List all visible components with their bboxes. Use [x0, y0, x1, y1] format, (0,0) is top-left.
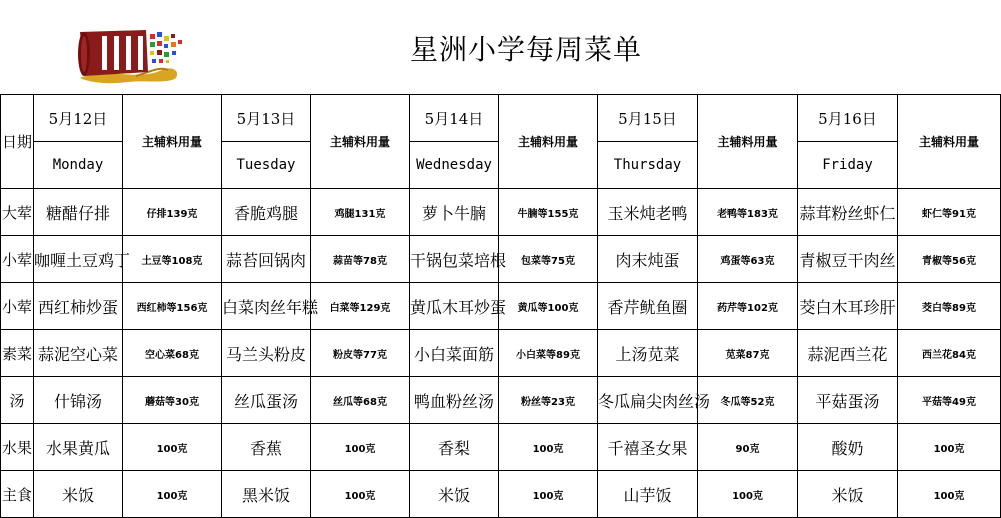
ingredient-quantity: 西红柿等156克: [123, 283, 222, 330]
ingredient-quantity: 仔排139克: [123, 189, 222, 236]
ingredient-quantity: 牛腩等155克: [499, 189, 598, 236]
day-date: 5月14日: [410, 95, 499, 142]
day-date: 5月13日: [222, 95, 311, 142]
dish-name: 香芹鱿鱼圈: [598, 283, 698, 330]
meal-category: 素菜: [1, 330, 34, 377]
ingredient-quantity: 平菇等49克: [898, 377, 1001, 424]
day-weekday: Thursday: [598, 142, 698, 189]
dish-name: 米饭: [34, 471, 123, 518]
dish-name: 什锦汤: [34, 377, 123, 424]
dish-name: 玉米炖老鸭: [598, 189, 698, 236]
ingredient-quantity: 药芹等102克: [698, 283, 798, 330]
dish-name: 千禧圣女果: [598, 424, 698, 471]
ingredient-quantity: 蒜苗等78克: [311, 236, 410, 283]
ingredient-header: 主辅料用量: [123, 95, 222, 189]
dish-name: 肉末炖蛋: [598, 236, 698, 283]
menu-row: [1, 330, 1001, 377]
dish-name: 茭白木耳珍肝: [798, 283, 898, 330]
ingredient-quantity: 100克: [123, 471, 222, 518]
ingredient-quantity: 土豆等108克: [123, 236, 222, 283]
dish-name: 蒜茸粉丝虾仁: [798, 189, 898, 236]
dish-name: 蒜泥西兰花: [798, 330, 898, 377]
ingredient-quantity: 蘑菇等30克: [123, 377, 222, 424]
page-title: 星洲小学每周菜单: [410, 33, 643, 66]
dish-name: 酸奶: [798, 424, 898, 471]
dish-name: 米饭: [410, 471, 499, 518]
ingredient-header: 主辅料用量: [898, 95, 1001, 189]
ingredient-quantity: 粉皮等77克: [311, 330, 410, 377]
date-row: [1, 95, 1001, 142]
dish-name: 黑米饭: [222, 471, 311, 518]
ingredient-quantity: 100克: [311, 424, 410, 471]
ingredient-quantity: 白菜等129克: [311, 283, 410, 330]
ingredient-quantity: 丝瓜等68克: [311, 377, 410, 424]
dish-name: 水果黄瓜: [34, 424, 123, 471]
ingredient-quantity: 茭白等89克: [898, 283, 1001, 330]
dish-name: 蒜苔回锅肉: [222, 236, 311, 283]
day-date: 5月15日: [598, 95, 698, 142]
ingredient-quantity: 100克: [311, 471, 410, 518]
page-header: [0, 0, 1000, 96]
menu-row: [1, 236, 1001, 283]
ingredient-quantity: 老鸭等183克: [698, 189, 798, 236]
ingredient-header: 主辅料用量: [311, 95, 410, 189]
dish-name: 香梨: [410, 424, 499, 471]
row-header-label: 日期: [1, 95, 34, 189]
ingredient-quantity: 100克: [499, 424, 598, 471]
menu-body: [1, 189, 1001, 518]
dish-name: 咖喱土豆鸡丁: [34, 236, 123, 283]
day-weekday: Friday: [798, 142, 898, 189]
ingredient-quantity: 黄瓜等100克: [499, 283, 598, 330]
day-date: 5月16日: [798, 95, 898, 142]
ingredient-quantity: 冬瓜等52克: [698, 377, 798, 424]
ingredient-quantity: 苋菜87克: [698, 330, 798, 377]
dish-name: 上汤苋菜: [598, 330, 698, 377]
ingredient-header: 主辅料用量: [698, 95, 798, 189]
menu-row: [1, 283, 1001, 330]
dish-name: 小白菜面筋: [410, 330, 499, 377]
dish-name: 米饭: [798, 471, 898, 518]
dish-name: 青椒豆干肉丝: [798, 236, 898, 283]
weekly-menu-table: [0, 94, 1001, 518]
ingredient-quantity: 100克: [898, 424, 1001, 471]
ingredient-quantity: 鸡腿131克: [311, 189, 410, 236]
meal-category: 汤: [1, 377, 34, 424]
ingredient-quantity: 90克: [698, 424, 798, 471]
dish-name: 黄瓜木耳炒蛋: [410, 283, 499, 330]
ingredient-quantity: 西兰花84克: [898, 330, 1001, 377]
dish-name: 山芋饭: [598, 471, 698, 518]
ingredient-quantity: 虾仁等91克: [898, 189, 1001, 236]
dish-name: 蒜泥空心菜: [34, 330, 123, 377]
menu-row: [1, 424, 1001, 471]
dish-name: 香蕉: [222, 424, 311, 471]
meal-category: 主食: [1, 471, 34, 518]
dish-name: 糖醋仔排: [34, 189, 123, 236]
dish-name: 萝卜牛腩: [410, 189, 499, 236]
ingredient-quantity: 100克: [123, 424, 222, 471]
ingredient-quantity: 青椒等56克: [898, 236, 1001, 283]
meal-category: 水果: [1, 424, 34, 471]
day-weekday: Tuesday: [222, 142, 311, 189]
dish-name: 西红柿炒蛋: [34, 283, 123, 330]
meal-category: 小荤: [1, 236, 34, 283]
ingredient-quantity: 100克: [898, 471, 1001, 518]
day-weekday: Wednesday: [410, 142, 499, 189]
dish-name: 马兰头粉皮: [222, 330, 311, 377]
menu-row: [1, 471, 1001, 518]
ingredient-quantity: 100克: [698, 471, 798, 518]
dish-name: 丝瓜蛋汤: [222, 377, 311, 424]
dish-name: 平菇蛋汤: [798, 377, 898, 424]
school-logo: [76, 26, 188, 84]
dish-name: 鸭血粉丝汤: [410, 377, 499, 424]
meal-category: 大荤: [1, 189, 34, 236]
menu-row: [1, 377, 1001, 424]
ingredient-quantity: 小白菜等89克: [499, 330, 598, 377]
day-date: 5月12日: [34, 95, 123, 142]
ingredient-header: 主辅料用量: [499, 95, 598, 189]
ingredient-quantity: 鸡蛋等63克: [698, 236, 798, 283]
ingredient-quantity: 空心菜68克: [123, 330, 222, 377]
dish-name: 干锅包菜培根: [410, 236, 499, 283]
ingredient-quantity: 包菜等75克: [499, 236, 598, 283]
dish-name: 香脆鸡腿: [222, 189, 311, 236]
dish-name: 冬瓜扁尖肉丝汤: [598, 377, 698, 424]
ingredient-quantity: 粉丝等23克: [499, 377, 598, 424]
meal-category: 小荤: [1, 283, 34, 330]
menu-row: [1, 189, 1001, 236]
ingredient-quantity: 100克: [499, 471, 598, 518]
dish-name: 白菜肉丝年糕: [222, 283, 311, 330]
day-weekday: Monday: [34, 142, 123, 189]
